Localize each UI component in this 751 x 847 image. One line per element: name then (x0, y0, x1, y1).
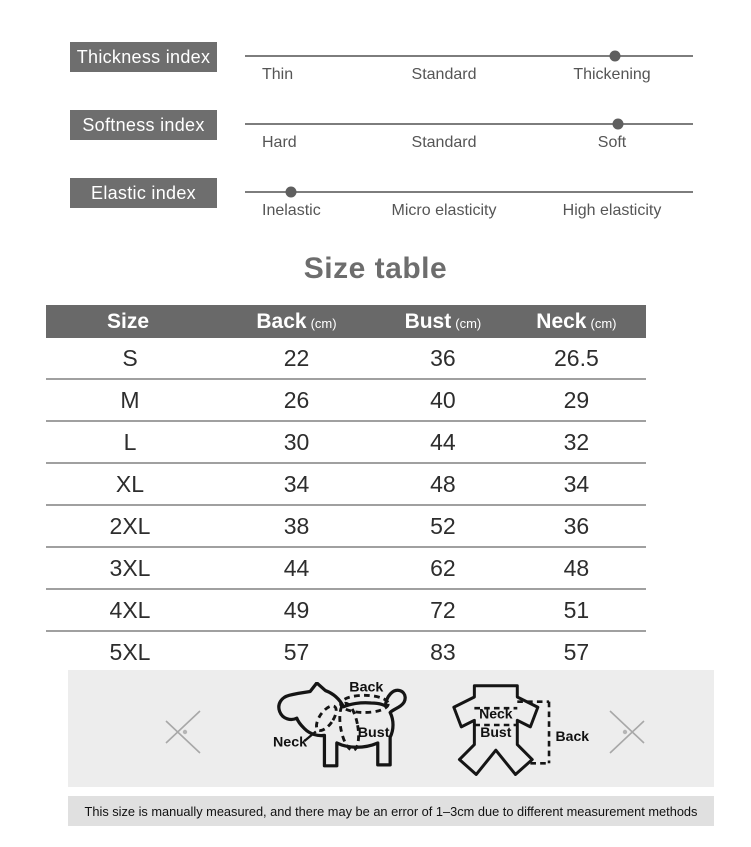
measurement-disclaimer-text: This size is manually measured, and there may be an error of 1–3cm due to different measurement methods (84, 803, 698, 819)
elastic-level-mid: Micro elasticity (391, 202, 497, 219)
thickness-level-mid: Standard (411, 66, 477, 83)
col-neck-unit: (cm) (590, 316, 617, 331)
cell-back: 44 (283, 554, 310, 581)
cell-neck: 32 (563, 428, 590, 455)
garment-neck-label: Neck (479, 705, 513, 722)
col-header-size (46, 305, 214, 338)
size-table-title: Size table (303, 252, 448, 285)
col-back-label: Back (256, 309, 307, 333)
softness-index-label: Softness index (70, 110, 217, 140)
softness-index-row (0, 108, 751, 172)
size-table-header (46, 305, 646, 338)
thickness-slider-track (245, 55, 693, 57)
softness-level-high: Soft (597, 134, 627, 151)
thickness-index-label: Thickness index (70, 42, 217, 72)
cell-back: 26 (283, 386, 310, 413)
col-header-neck (507, 305, 646, 338)
thickness-level-low: Thin (262, 66, 294, 83)
col-back-unit: (cm) (310, 316, 337, 331)
cell-size: XL (115, 470, 145, 497)
elastic-index-label: Elastic index (70, 178, 217, 208)
cell-back: 57 (283, 638, 310, 665)
carousel-next-icon[interactable] (606, 707, 650, 755)
elastic-level-low: Inelastic (262, 202, 321, 219)
elastic-slider-dot (286, 187, 297, 198)
cell-size: M (120, 386, 140, 413)
garment-measurement-diagram (425, 683, 590, 781)
col-header-back (214, 305, 379, 338)
cell-neck: 34 (563, 470, 590, 497)
dog-measurement-diagram (258, 682, 448, 782)
measurement-diagram-panel (68, 670, 714, 787)
elastic-level-high: High elasticity (562, 202, 662, 219)
dog-back-label: Back (349, 682, 384, 696)
cell-back: 49 (283, 596, 310, 623)
cell-bust: 72 (430, 596, 456, 623)
cell-bust: 44 (430, 428, 456, 455)
size-table (46, 305, 646, 672)
cell-size: S (122, 344, 138, 371)
softness-level-mid: Standard (411, 134, 477, 151)
softness-slider-track (245, 123, 693, 125)
thickness-slider-dot (610, 51, 621, 62)
thickness-index-row (0, 40, 751, 104)
cell-neck: 29 (563, 386, 590, 413)
cell-size: 3XL (109, 554, 151, 581)
cell-bust: 36 (430, 344, 456, 371)
cell-neck: 48 (563, 554, 590, 581)
cell-back: 22 (283, 344, 310, 371)
col-size-label: Size (106, 309, 150, 333)
col-neck-label: Neck (536, 309, 587, 333)
dog-bust-label: Bust (357, 725, 390, 742)
table-row (46, 506, 646, 548)
col-bust-label: Bust (404, 309, 452, 333)
cell-neck: 51 (563, 596, 590, 623)
softness-slider-dot (613, 119, 624, 130)
col-bust-unit: (cm) (455, 316, 482, 331)
cell-back: 30 (283, 428, 310, 455)
softness-level-low: Hard (262, 134, 297, 151)
elastic-index-row (0, 176, 751, 240)
garment-bust-label: Bust (480, 724, 512, 741)
cell-bust: 52 (430, 512, 456, 539)
cell-size: L (123, 428, 137, 455)
cell-back: 34 (283, 470, 310, 497)
dog-neck-label: Neck (273, 734, 308, 751)
cell-bust: 83 (430, 638, 456, 665)
elastic-slider-track (245, 191, 693, 193)
table-row (46, 548, 646, 590)
carousel-prev-icon[interactable] (160, 707, 204, 755)
cell-neck: 26.5 (554, 344, 599, 371)
cell-size: 4XL (109, 596, 151, 623)
table-row (46, 632, 646, 672)
table-row (46, 380, 646, 422)
col-header-bust (379, 305, 507, 338)
measurement-disclaimer-bar (68, 796, 714, 826)
cell-bust: 40 (430, 386, 456, 413)
table-row (46, 422, 646, 464)
table-row (46, 590, 646, 632)
cell-neck: 36 (563, 512, 590, 539)
cell-bust: 48 (430, 470, 456, 497)
cell-size: 5XL (109, 638, 151, 665)
thickness-level-high: Thickening (573, 66, 651, 83)
table-row (46, 464, 646, 506)
cell-size: 2XL (109, 512, 151, 539)
garment-back-label: Back (555, 727, 590, 744)
cell-back: 38 (283, 512, 310, 539)
table-row (46, 338, 646, 380)
cell-neck: 57 (563, 638, 590, 665)
cell-bust: 62 (430, 554, 456, 581)
